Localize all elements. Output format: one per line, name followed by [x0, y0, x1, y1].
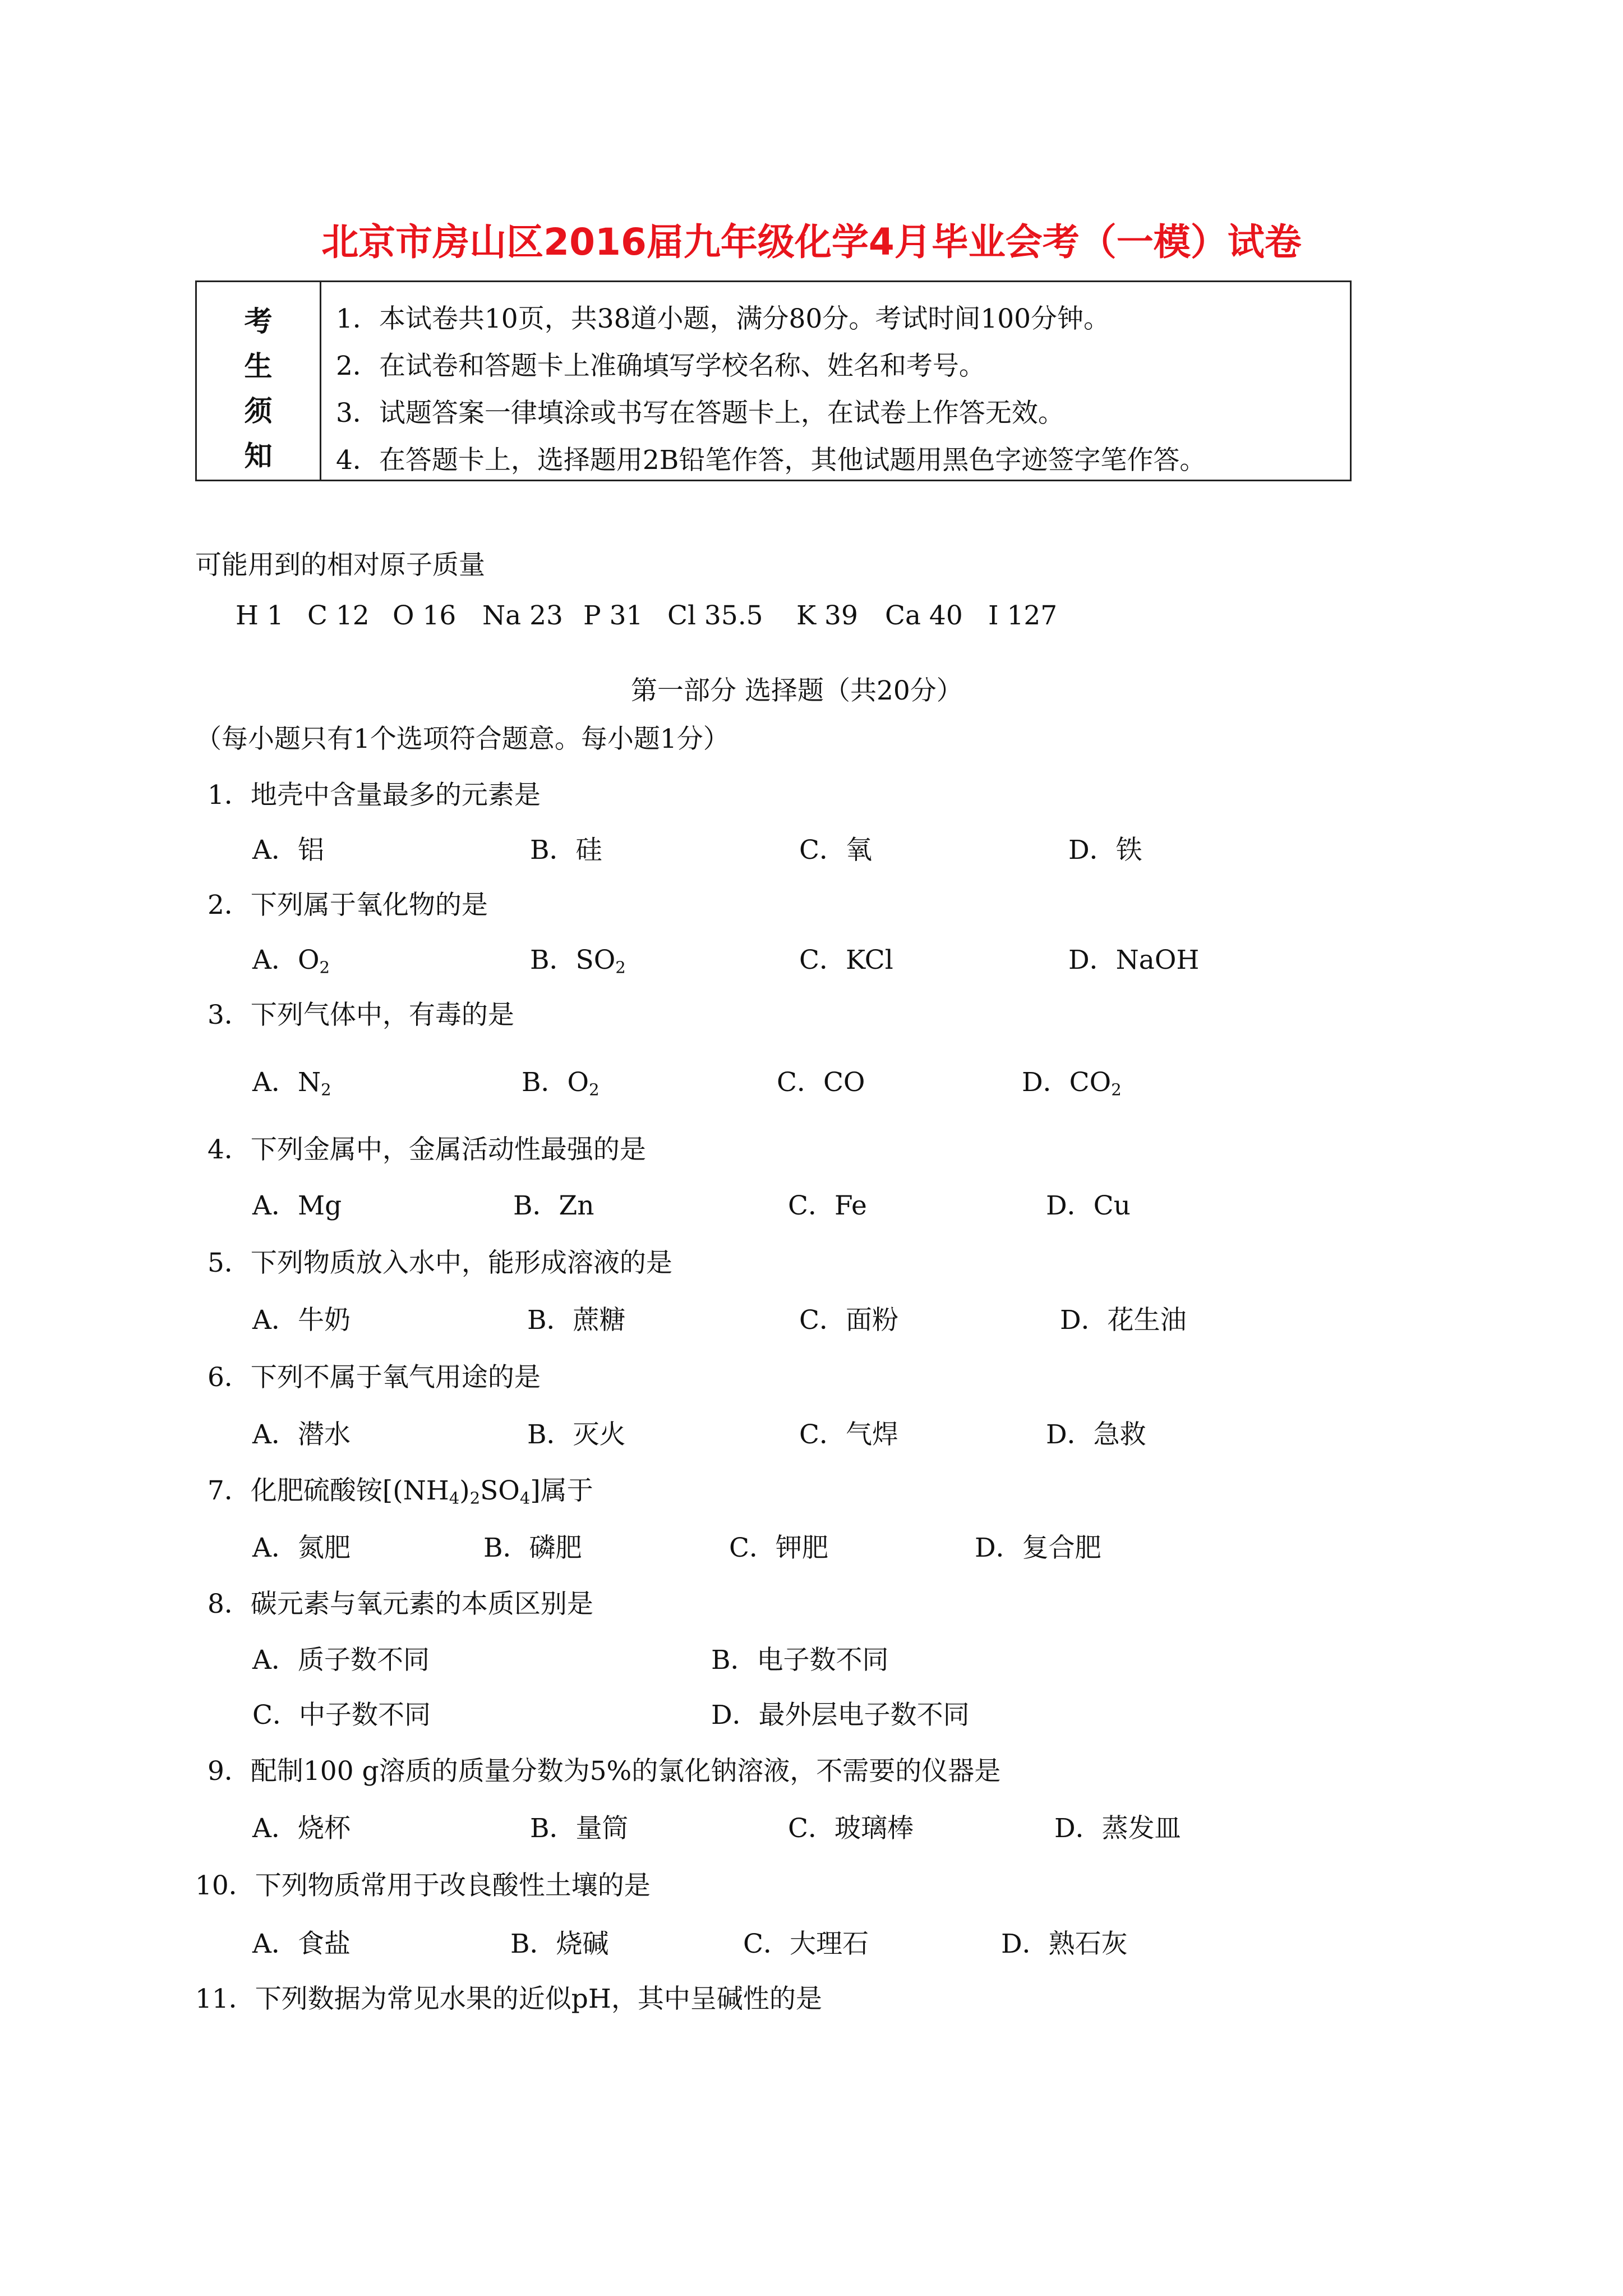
atomic-mass-value: K 39: [796, 600, 858, 631]
atomic-mass-heading: 可能用到的相对原子质量: [195, 550, 485, 581]
option: A．$O_2$: [252, 945, 330, 977]
option: D．蒸发皿: [1054, 1813, 1181, 1844]
notice-label-char: 生: [244, 350, 273, 383]
option: B．电子数不同: [711, 1645, 889, 1676]
option: C．Fe: [788, 1190, 867, 1221]
option: C．KCl: [799, 945, 893, 976]
question-stem: 10．下列物质常用于改良酸性土壤的是: [195, 1870, 651, 1901]
notice-label: [197, 282, 321, 480]
option: D．急救: [1046, 1419, 1146, 1450]
option: B．$SO_2$: [530, 945, 626, 977]
notice-label-char: 须: [244, 395, 273, 427]
option: B．$O_2$: [522, 1067, 600, 1099]
option: A．质子数不同: [252, 1645, 430, 1676]
option: B．量筒: [530, 1813, 629, 1844]
option: D．最外层电子数不同: [711, 1700, 970, 1731]
option: C．钾肥: [729, 1533, 828, 1563]
question-stem: 5．下列物质放入水中，能形成溶液的是: [208, 1248, 672, 1278]
option: D．$CO_2$: [1022, 1067, 1122, 1099]
notice-label-char: 考: [244, 305, 273, 338]
option: A．$N_2$: [252, 1067, 331, 1099]
question-stem: 4．下列金属中，金属活动性最强的是: [208, 1134, 646, 1165]
option: B．烧碱: [510, 1929, 609, 1959]
option: A．Mg: [252, 1190, 342, 1221]
option: A．潜水: [252, 1419, 351, 1450]
question-stem: 8．碳元素与氧元素的本质区别是: [208, 1589, 593, 1619]
notice-line: 4．在答题卡上，选择题用2B铅笔作答，其他试题用黑色字迹签字笔作答。: [336, 445, 1206, 476]
option: D．Cu: [1046, 1190, 1131, 1221]
option: C．面粉: [799, 1305, 898, 1336]
option: A．牛奶: [252, 1305, 351, 1336]
question-stem: 9．配制100 g溶质的质量分数为5%的氯化钠溶液，不需要的仪器是: [208, 1756, 1001, 1787]
option: C．氧: [799, 835, 872, 866]
notice-line: 3．试题答案一律填涂或书写在答题卡上，在试卷上作答无效。: [336, 398, 1064, 429]
question-stem: 7．化肥硫酸铵$[(NH_4)_2SO_4]$属于: [208, 1475, 593, 1508]
option: A．铝: [252, 835, 324, 866]
question-stem: 2．下列属于氧化物的是: [208, 890, 488, 921]
option: A．烧杯: [252, 1813, 351, 1844]
option: D．复合肥: [975, 1533, 1101, 1563]
option: C．大理石: [743, 1929, 869, 1959]
option: D．花生油: [1060, 1305, 1187, 1336]
atomic-mass-value: Ca 40: [885, 600, 963, 631]
option: C．CO: [777, 1067, 865, 1098]
option: D．熟石灰: [1001, 1929, 1128, 1959]
option: B．灭火: [527, 1419, 626, 1450]
option: A．氮肥: [252, 1533, 351, 1563]
atomic-mass-value: H 1: [236, 600, 284, 631]
notice-line: 1．本试卷共10页，共38道小题，满分80分。考试时间100分钟。: [336, 303, 1110, 334]
atomic-mass-value: P 31: [583, 600, 643, 631]
option: B．Zn: [513, 1190, 594, 1221]
atomic-mass-value: O 16: [393, 600, 457, 631]
section-instruction: （每小题只有1个选项符合题意。每小题1分）: [195, 724, 730, 754]
option: D．铁: [1068, 835, 1142, 866]
notice-label-char: 知: [244, 440, 273, 472]
question-stem: 3．下列气体中，有毒的是: [208, 1000, 514, 1030]
option: D．NaOH: [1068, 945, 1200, 976]
notice-line: 2．在试卷和答题卡上准确填写学校名称、姓名和考号。: [336, 351, 985, 381]
atomic-mass-value: Na 23: [482, 600, 563, 631]
option: A．食盐: [252, 1929, 351, 1959]
option: C．中子数不同: [252, 1700, 431, 1731]
option: B．硅: [530, 835, 602, 866]
section-title: 第一部分 选择题（共20分）: [631, 675, 963, 706]
atomic-mass-value: Cl 35.5: [667, 600, 763, 631]
question-stem: 6．下列不属于氧气用途的是: [208, 1362, 541, 1393]
atomic-mass-value: I 127: [988, 600, 1058, 631]
option: C．气焊: [799, 1419, 898, 1450]
option: B．蔗糖: [527, 1305, 626, 1336]
question-stem: 11．下列数据为常见水果的近似pH，其中呈碱性的是: [195, 1984, 822, 2014]
question-stem: 1．地壳中含量最多的元素是: [208, 780, 541, 811]
atomic-mass-value: C 12: [307, 600, 370, 631]
exam-title: 北京市房山区2016届九年级化学4月毕业会考（一模）试卷: [321, 220, 1302, 264]
option: C．玻璃棒: [788, 1813, 914, 1844]
option: B．磷肥: [483, 1533, 582, 1563]
notice-box: [195, 280, 1352, 481]
